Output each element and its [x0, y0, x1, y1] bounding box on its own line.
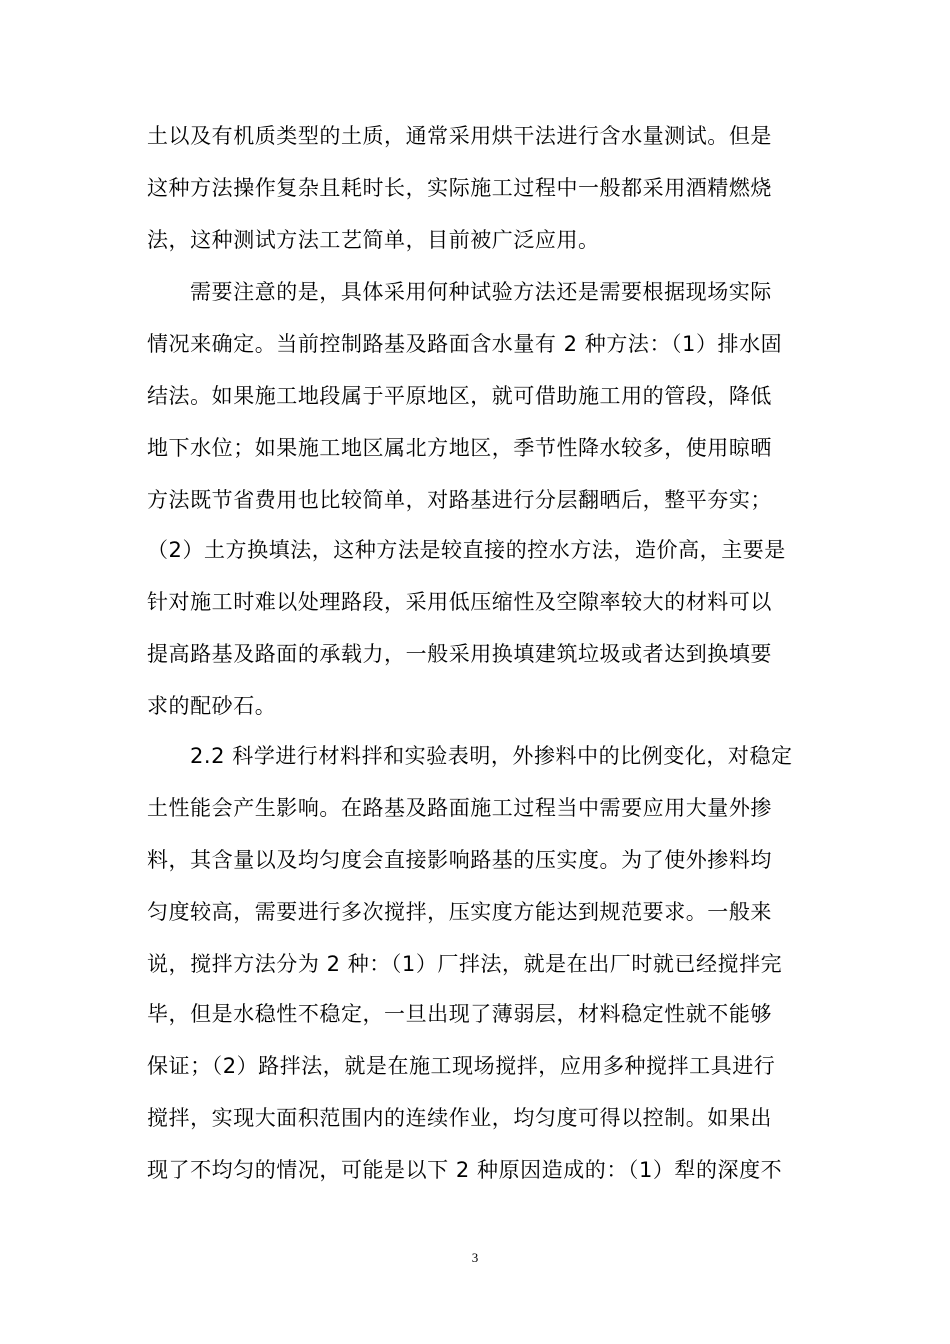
text-line: 土性能会产生影响。在路基及路面施工过程当中需要应用大量外掺 — [147, 796, 772, 820]
text-line: 提高路基及路面的承载力，一般采用换填建筑垃圾或者达到换填要 — [147, 642, 772, 666]
text-line: 求的配砂石。 — [147, 694, 277, 718]
text-line: 保证；（2）路拌法，就是在施工现场搅拌，应用多种搅拌工具进行 — [147, 1054, 776, 1078]
text-line: 搅拌，实现大面积范围内的连续作业，均匀度可得以控制。如果出 — [147, 1106, 772, 1130]
text-line: 2.2 科学进行材料拌和实验表明，外掺料中的比例变化，对稳定 — [190, 744, 793, 768]
text-line: 情况来确定。当前控制路基及路面含水量有 2 种方法：（1）排水固 — [147, 332, 783, 356]
text-line: 法，这种测试方法工艺简单，目前被广泛应用。 — [147, 228, 600, 252]
text-line: 需要注意的是，具体采用何种试验方法还是需要根据现场实际 — [190, 280, 772, 304]
text-line: 针对施工时难以处理路段，采用低压缩性及空隙率较大的材料可以 — [147, 590, 772, 614]
text-line: 土以及有机质类型的土质，通常采用烘干法进行含水量测试。但是 — [147, 124, 772, 148]
text-line: 毕，但是水稳性不稳定，一旦出现了薄弱层，材料稳定性就不能够 — [147, 1002, 772, 1026]
page-number: 3 — [471, 1250, 479, 1265]
text-line: 说，搅拌方法分为 2 种：（1）厂拌法，就是在出厂时就已经搅拌完 — [147, 952, 783, 976]
text-line: （2）土方换填法，这种方法是较直接的控水方法，造价高，主要是 — [147, 538, 786, 562]
text-line: 料，其含量以及均匀度会直接影响路基的压实度。为了使外掺料均 — [147, 848, 772, 872]
text-line: 结法。如果施工地段属于平原地区，就可借助施工用的管段，降低 — [147, 384, 772, 408]
text-line: 地下水位；如果施工地区属北方地区，季节性降水较多，使用晾晒 — [147, 436, 772, 460]
text-line: 现了不均匀的情况，可能是以下 2 种原因造成的：（1）犁的深度不 — [147, 1158, 783, 1182]
text-line: 匀度较高，需要进行多次搅拌，压实度方能达到规范要求。一般来 — [147, 900, 772, 924]
text-line: 这种方法操作复杂且耗时长，实际施工过程中一般都采用酒精燃烧 — [147, 176, 772, 200]
text-line: 方法既节省费用也比较简单，对路基进行分层翻晒后，整平夯实； — [147, 488, 772, 512]
